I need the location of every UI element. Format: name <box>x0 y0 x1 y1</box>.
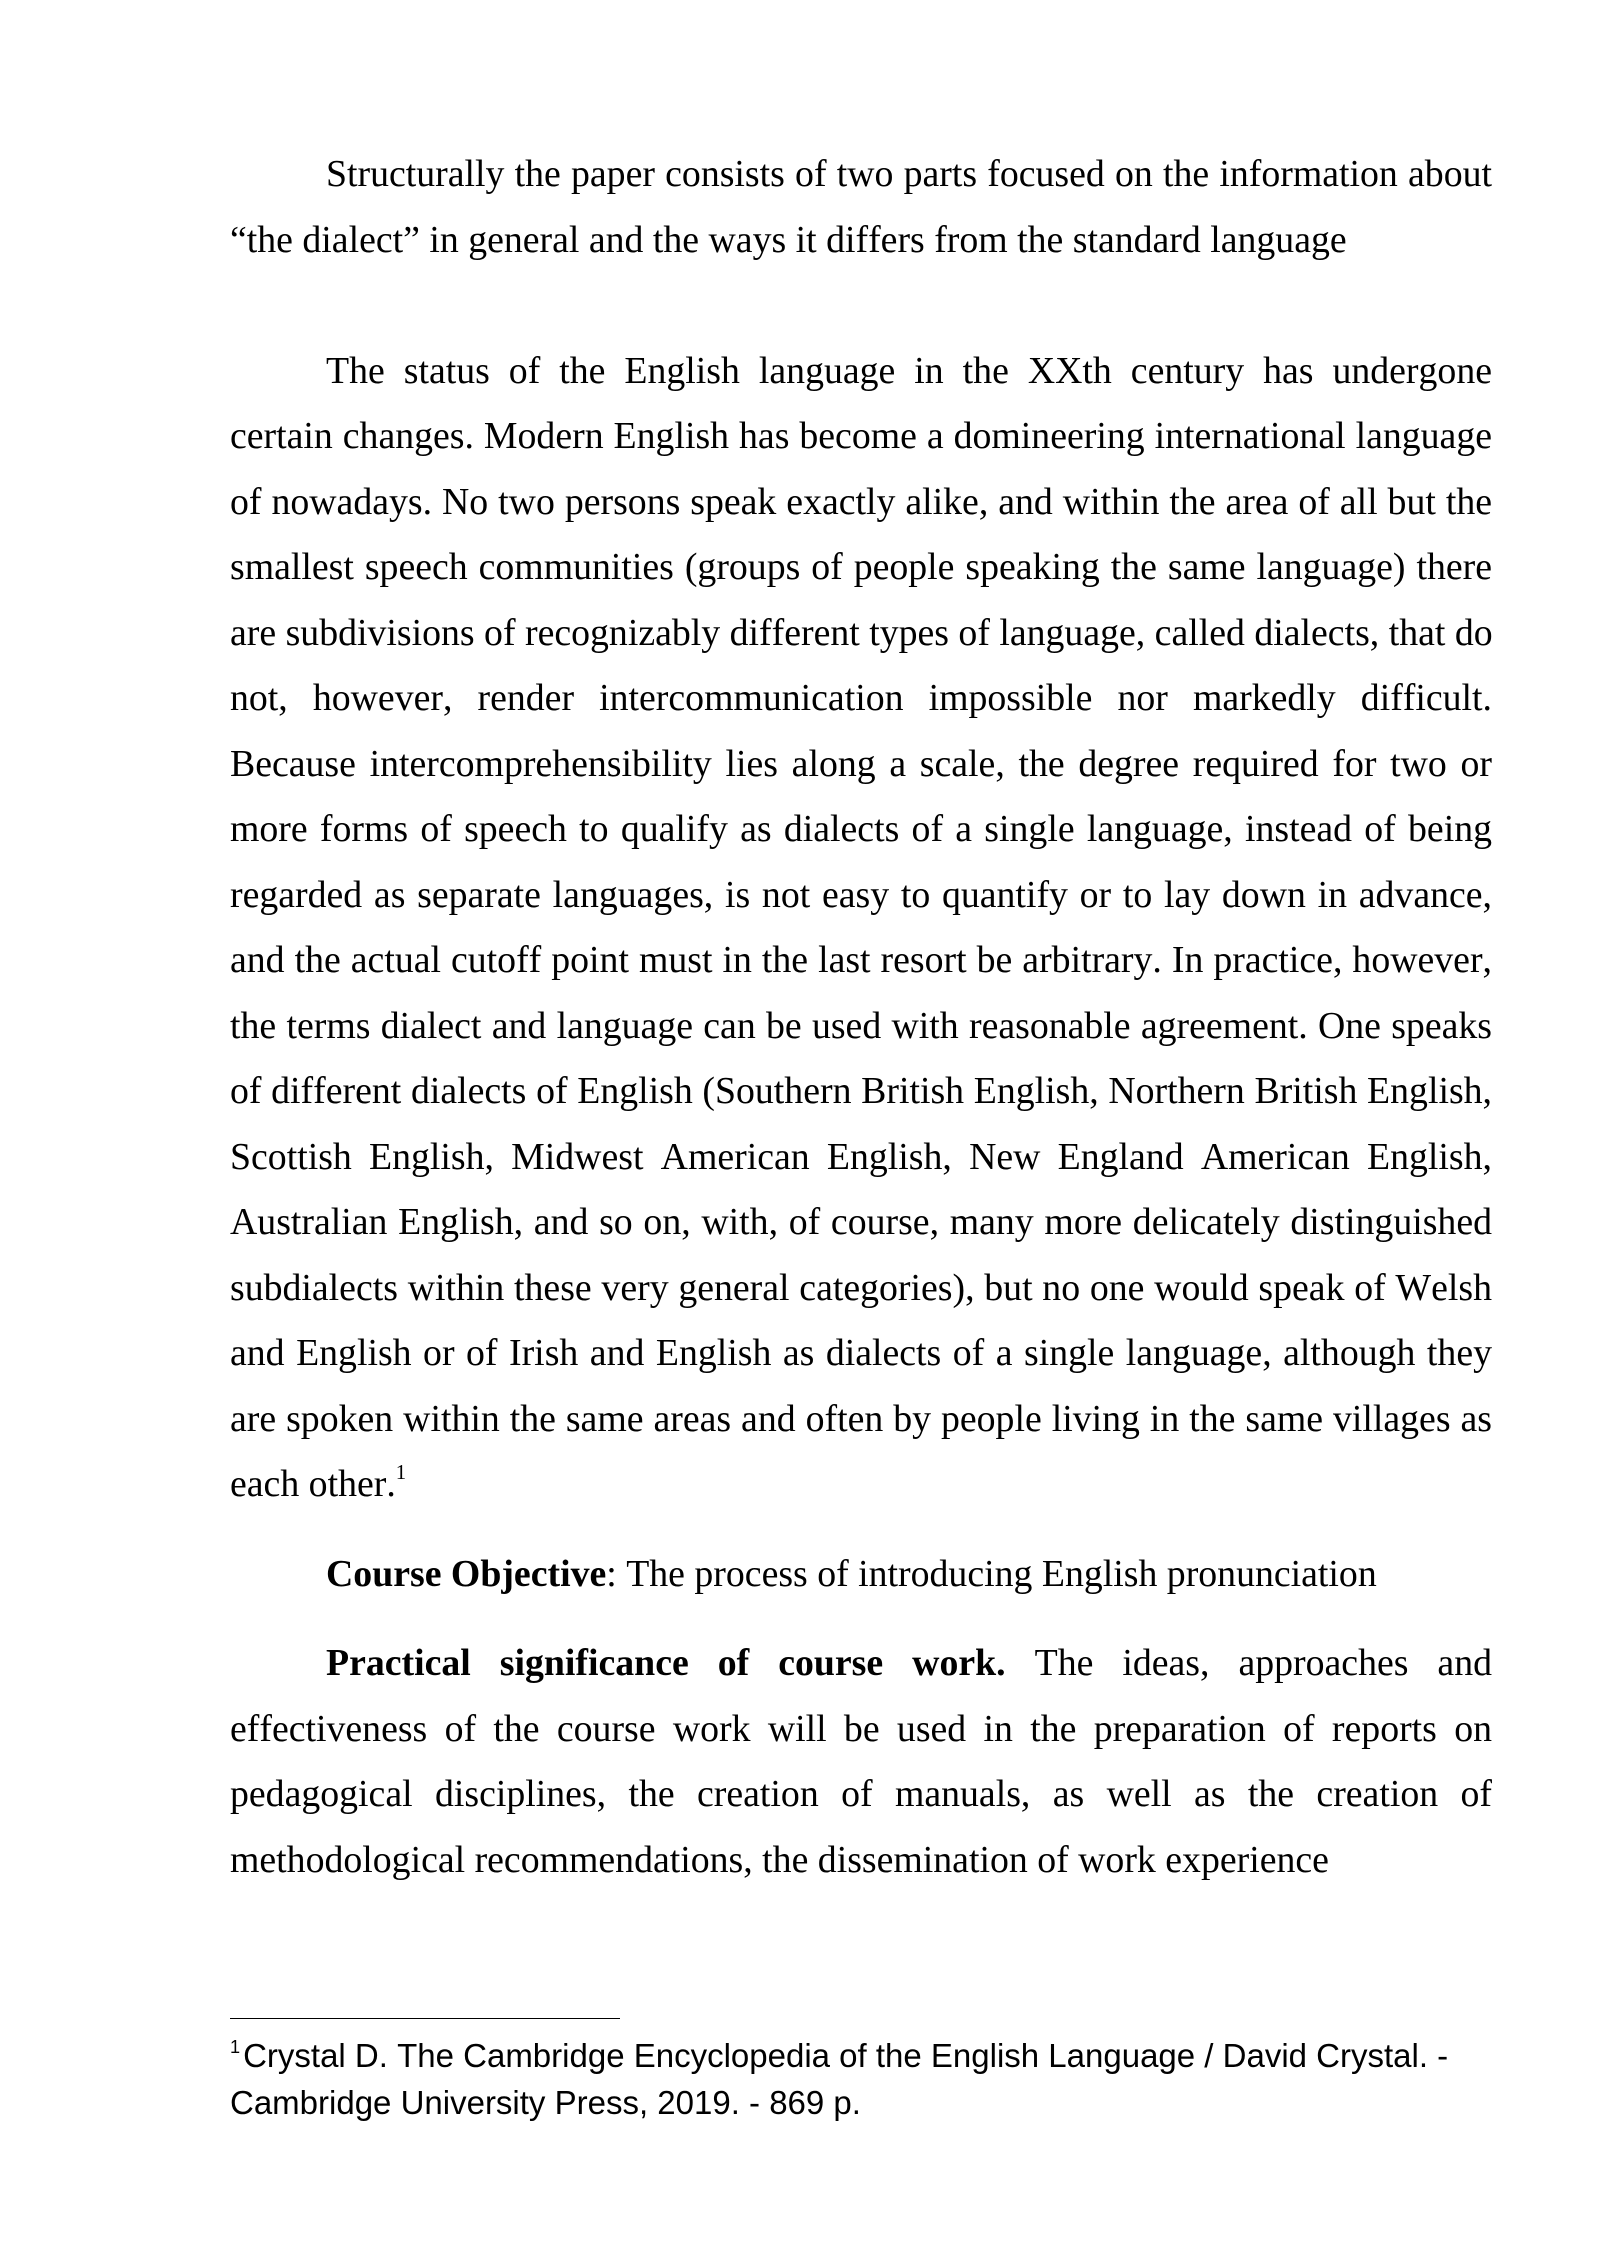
text-line: of different dialects of English (Southern British English, Northern British English, <box>230 1070 1492 1112</box>
paragraph-structure <box>230 142 1492 273</box>
text-line: not, however, render intercommunication impossible nor markedly difficult. <box>230 677 1492 719</box>
text-line: Structurally the paper consists of two parts focused on the information about <box>326 153 1492 195</box>
text-line: Because intercomprehensibility lies along a scale, the degree required for two or <box>230 742 1492 785</box>
text-line: effectiveness of the course work will be used in the preparation of reports on <box>230 1707 1492 1750</box>
text-line <box>230 1542 1492 1608</box>
paragraph-course-objective <box>230 1542 1492 1608</box>
text-line: “the dialect” in general and the ways it differs from the standard language <box>230 218 1347 261</box>
text-line: The status of the English language in the XXth century has undergone <box>326 349 1492 392</box>
footnote-text: Crystal D. The Cambridge Encyclopedia of the English Language / David Crystal. - Cambridge University Press, 2019. - 869 p. <box>230 2037 1449 2121</box>
text-line: are subdivisions of recognizably different types of language, called dialects, that do <box>230 611 1493 654</box>
paragraph-english-status <box>230 339 1492 1518</box>
text-line: pedagogical disciplines, the creation of manuals, as well as the creation of <box>230 1773 1492 1815</box>
text-line: Australian English, and so on, with, of course, many more delicately distinguished <box>230 1201 1492 1243</box>
text-line: certain changes. Modern English has become a domineering international language <box>230 415 1492 457</box>
line-text: The ideas, approaches and <box>1034 1642 1493 1684</box>
text-line: methodological recommendations, the dissemination of work experience <box>230 1838 1329 1881</box>
footnote-separator <box>230 2018 620 2019</box>
course-objective-label: Course Objective <box>326 1552 607 1595</box>
body-text <box>230 142 1492 1893</box>
text-line <box>230 1452 1492 1518</box>
line-text: each other. <box>230 1463 396 1505</box>
text-line: the terms dialect and language can be used with reasonable agreement. One speaks <box>230 1004 1492 1047</box>
footnote-marker: 1 <box>230 2037 241 2058</box>
text-line: subdialects within these very general categories), but no one would speak of Welsh <box>230 1266 1492 1309</box>
text-line: and the actual cutoff point must in the last resort be arbitrary. In practice, however, <box>230 939 1492 981</box>
text-line: of nowadays. No two persons speak exactly alike, and within the area of all but the <box>230 480 1492 523</box>
text-line: are spoken within the same areas and often by people living in the same villages as <box>230 1397 1492 1440</box>
text-line: regarded as separate languages, is not easy to quantify or to lay down in advance, <box>230 873 1492 916</box>
text-line: Scottish English, Midwest American English, New England American English, <box>230 1135 1492 1178</box>
course-objective-text: : The process of introducing English pronunciation <box>606 1552 1377 1595</box>
text-line <box>230 1631 1492 1697</box>
footnote <box>230 2032 1492 2126</box>
practical-significance-label: Practical significance of course work. <box>326 1642 1006 1684</box>
footnote-reference: 1 <box>395 1461 407 1485</box>
text-line: and English or of Irish and English as dialects of a single language, although they <box>230 1332 1492 1374</box>
text-line: smallest speech communities (groups of people speaking the same language) there <box>230 546 1492 588</box>
text-line: more forms of speech to qualify as dialects of a single language, instead of being <box>230 808 1492 850</box>
paragraph-practical-significance <box>230 1631 1492 1893</box>
